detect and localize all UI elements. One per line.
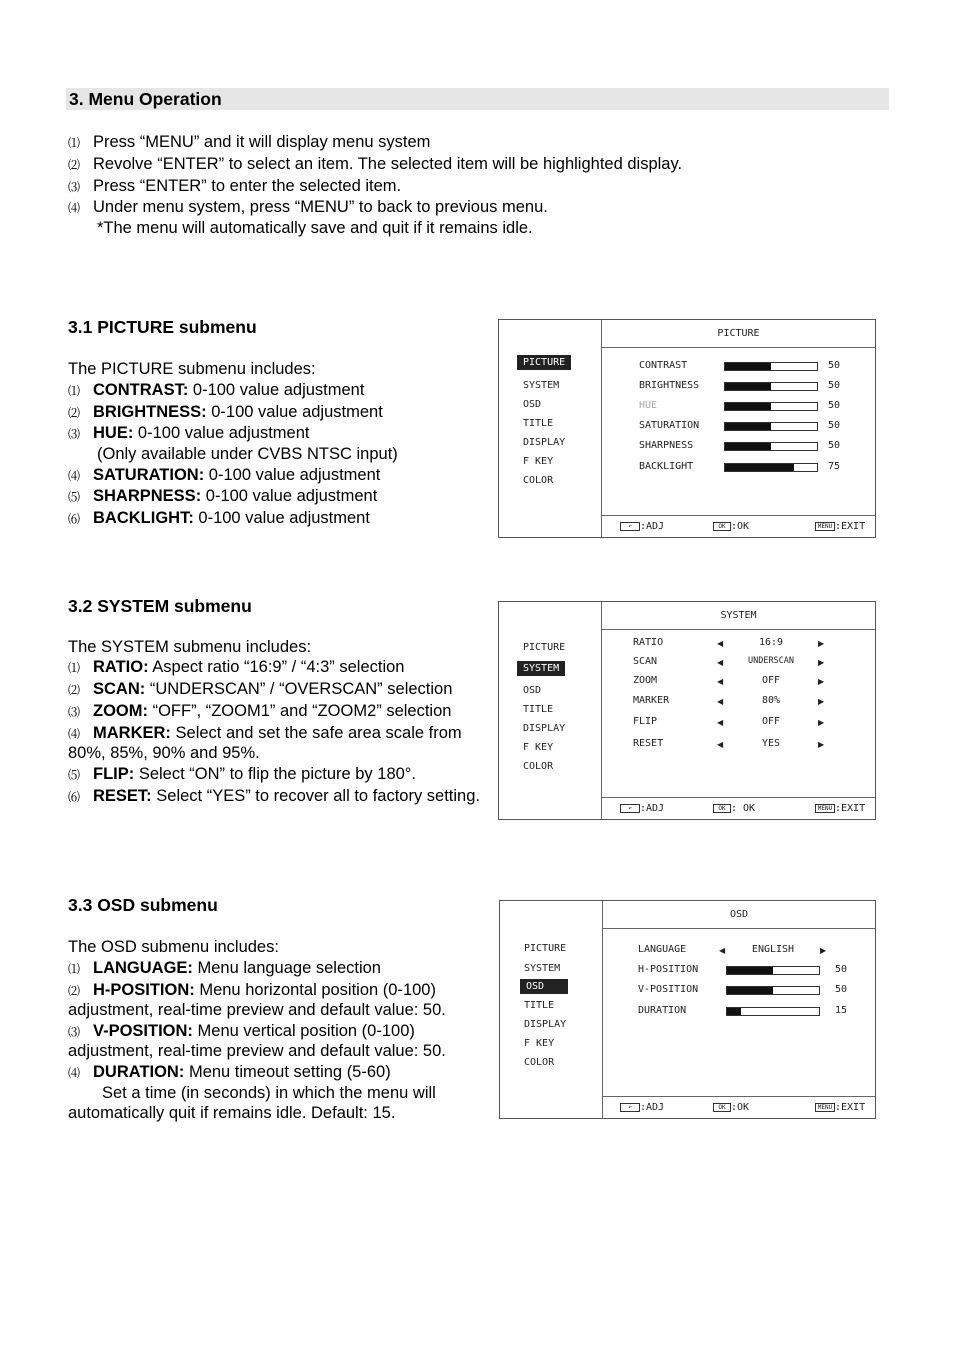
duration-line2: automatically quit if remains idle. Default: 15. (68, 1104, 396, 1122)
ok-key-icon: OK (713, 804, 731, 813)
step-text: Under menu system, press “MENU” to back to previous menu. (93, 198, 548, 216)
footer-adj: ↶ :ADJ (620, 1097, 664, 1118)
intro-note: *The menu will automatically save and quit if it remains idle. (97, 219, 533, 237)
menu-item-picture: PICTURE (517, 355, 571, 370)
menu-key-icon: MENU (815, 804, 835, 813)
item-label: MARKER: (93, 724, 171, 742)
left-arrow-icon: ◀ (717, 639, 724, 648)
intro-step (68, 132, 430, 153)
item-label: BRIGHTNESS: (93, 403, 207, 421)
left-arrow-icon: ◀ (717, 697, 724, 706)
system-item (68, 764, 416, 785)
step-text: Press “MENU” and it will display menu system (93, 133, 431, 151)
left-arrow-icon: ◀ (717, 740, 724, 749)
setting-label: HUE (639, 400, 658, 411)
item-desc: 0-100 value adjustment (204, 466, 381, 484)
level-fill (725, 443, 771, 450)
item-label: DURATION: (93, 1063, 185, 1081)
level-bar (726, 1007, 820, 1016)
screen-footer (602, 797, 875, 819)
menu-item-display: DISPLAY (524, 1019, 567, 1030)
item-desc: Menu vertical position (0-100) (192, 1022, 415, 1040)
h-continuation: adjustment, real-time preview and default value: 50. (68, 1001, 446, 1019)
level-fill (727, 1008, 741, 1015)
setting-value: 75 (828, 461, 841, 472)
menu-key-icon: MENU (815, 522, 835, 531)
picture-item (68, 423, 309, 444)
footer-exit: MENU :EXIT (815, 1097, 865, 1118)
system-item (68, 657, 404, 678)
level-bar (724, 402, 818, 411)
item-label: SATURATION: (93, 466, 205, 484)
item-desc: Select “ON” to flip the picture by 180°. (134, 765, 416, 783)
footer-adj: ↶ :ADJ (620, 798, 664, 819)
picture-item (68, 486, 377, 507)
left-arrow-icon: ◀ (719, 946, 726, 955)
footer-exit: MENU :EXIT (815, 516, 865, 537)
menu-item-osd: OSD (523, 399, 542, 410)
item-number: ⑸ (68, 490, 81, 504)
item-number: ⑵ (68, 984, 81, 998)
screen-footer (602, 515, 875, 537)
picture-section-title: 3.1 PICTURE submenu (68, 317, 257, 337)
menu-item-fkey: F KEY (523, 742, 554, 753)
item-desc: 0-100 value adjustment (188, 381, 365, 399)
item-number: ⑶ (68, 1025, 81, 1039)
osd-item (68, 1021, 415, 1042)
level-bar (726, 986, 820, 995)
level-fill (725, 363, 771, 370)
setting-value: 15 (835, 1005, 848, 1016)
setting-label: DURATION (638, 1005, 687, 1016)
osd-item (68, 980, 436, 1001)
setting-value: 50 (835, 964, 848, 975)
item-label: SHARPNESS: (93, 487, 202, 505)
rotate-knob-icon: ↶ (620, 522, 640, 531)
left-arrow-icon: ◀ (717, 718, 724, 727)
setting-label: V-POSITION (638, 984, 699, 995)
footer-adj: ↶ :ADJ (620, 516, 664, 537)
option-value: OFF (761, 716, 781, 727)
ok-key-icon: OK (713, 1103, 731, 1112)
step-number: ⑴ (68, 136, 81, 150)
section-header-bar (66, 88, 889, 110)
menu-item-title: TITLE (523, 418, 554, 429)
setting-label: BACKLIGHT (639, 461, 694, 472)
rotate-knob-icon: ↶ (620, 1103, 640, 1112)
item-label: RATIO: (93, 658, 149, 676)
item-desc: Menu horizontal position (0-100) (194, 981, 436, 999)
item-desc: 0-100 value adjustment (206, 403, 383, 421)
setting-value: 50 (828, 420, 841, 431)
item-number: ⑶ (68, 427, 81, 441)
level-fill (725, 403, 771, 410)
system-menu-screenshot (498, 601, 876, 820)
rotate-knob-icon: ↶ (620, 804, 640, 813)
right-arrow-icon: ▶ (818, 697, 825, 706)
item-desc: “OFF”, “ZOOM1” and “ZOOM2” selection (148, 702, 452, 720)
menu-item-system: SYSTEM (524, 963, 561, 974)
menu-item-fkey: F KEY (523, 456, 554, 467)
item-label: H-POSITION: (93, 981, 195, 999)
level-fill (727, 967, 773, 974)
system-lead: The SYSTEM submenu includes: (68, 638, 312, 656)
setting-value: 50 (835, 984, 848, 995)
setting-label: BRIGHTNESS (639, 380, 700, 391)
item-desc: Menu language selection (192, 959, 381, 977)
item-desc: Aspect ratio “16:9” / “4:3” selection (148, 658, 405, 676)
item-label: RESET: (93, 787, 152, 805)
step-text: Press “ENTER” to enter the selected item. (93, 177, 402, 195)
osd-section-title: 3.3 OSD submenu (68, 895, 218, 915)
item-number: ⑹ (68, 512, 81, 526)
menu-sidebar (499, 320, 602, 537)
item-desc: Select and set the safe area scale from (170, 724, 462, 742)
item-number: ⑷ (68, 469, 81, 483)
right-arrow-icon: ▶ (818, 639, 825, 648)
osd-menu-screenshot (499, 900, 876, 1119)
menu-item-osd: OSD (520, 979, 568, 994)
right-arrow-icon: ▶ (818, 658, 825, 667)
setting-label: SCAN (633, 656, 658, 667)
osd-item (68, 1062, 391, 1083)
setting-value: 50 (828, 360, 841, 371)
menu-item-title: TITLE (524, 1000, 555, 1011)
system-item (68, 701, 451, 722)
footer-exit: MENU :EXIT (815, 798, 865, 819)
picture-item (68, 380, 364, 401)
system-section-title: 3.2 SYSTEM submenu (68, 596, 252, 616)
level-fill (725, 464, 794, 471)
footer-ok: OK : OK (713, 798, 755, 819)
item-desc: “UNDERSCAN” / “OVERSCAN” selection (145, 680, 453, 698)
option-value: YES (761, 738, 781, 749)
item-desc: 0-100 value adjustment (193, 509, 370, 527)
option-value: ENGLISH (751, 944, 795, 955)
item-label: LANGUAGE: (93, 959, 193, 977)
setting-label: MARKER (633, 695, 670, 706)
step-text: Revolve “ENTER” to select an item. The selected item will be highlighted display. (93, 155, 683, 173)
left-arrow-icon: ◀ (717, 658, 724, 667)
osd-item (68, 958, 381, 979)
menu-item-title: TITLE (523, 704, 554, 715)
item-label: CONTRAST: (93, 381, 189, 399)
footer-ok: OK :OK (713, 1097, 749, 1118)
menu-item-display: DISPLAY (523, 723, 566, 734)
menu-item-fkey: F KEY (524, 1038, 555, 1049)
setting-label: FLIP (633, 716, 658, 727)
right-arrow-icon: ▶ (818, 740, 825, 749)
level-fill (725, 423, 771, 430)
intro-step (68, 154, 682, 175)
level-fill (727, 987, 773, 994)
item-desc: 0-100 value adjustment (133, 424, 310, 442)
item-desc: Menu timeout setting (5-60) (184, 1063, 391, 1081)
screen-title: SYSTEM (602, 602, 875, 630)
level-bar (724, 422, 818, 431)
level-bar (724, 442, 818, 451)
picture-item (68, 465, 380, 486)
step-number: ⑶ (68, 180, 81, 194)
item-number: ⑴ (68, 384, 81, 398)
item-number: ⑷ (68, 727, 81, 741)
v-continuation: adjustment, real-time preview and default value: 50. (68, 1042, 446, 1060)
level-fill (725, 383, 771, 390)
item-label: BACKLIGHT: (93, 509, 194, 527)
section-heading: 3. Menu Operation (69, 89, 222, 109)
item-number: ⑵ (68, 406, 81, 420)
setting-label: SATURATION (639, 420, 700, 431)
level-bar (724, 362, 818, 371)
system-item (68, 786, 480, 807)
level-bar (726, 966, 820, 975)
setting-label: H-POSITION (638, 964, 699, 975)
hue-note: (Only available under CVBS NTSC input) (97, 445, 398, 463)
setting-label: SHARPNESS (639, 440, 694, 451)
item-desc: 0-100 value adjustment (201, 487, 378, 505)
level-bar (724, 382, 818, 391)
intro-step (68, 197, 548, 218)
system-item (68, 679, 452, 700)
picture-menu-screenshot (498, 319, 876, 538)
menu-key-icon: MENU (815, 1103, 835, 1112)
right-arrow-icon: ▶ (820, 946, 827, 955)
screen-title: OSD (603, 901, 875, 929)
duration-line1: Set a time (in seconds) in which the menu will (102, 1084, 436, 1102)
item-label: V-POSITION: (93, 1022, 193, 1040)
menu-item-picture: PICTURE (524, 943, 567, 954)
screen-title: PICTURE (602, 320, 875, 348)
item-number: ⑷ (68, 1066, 81, 1080)
picture-item (68, 508, 370, 529)
menu-item-system: SYSTEM (517, 661, 565, 676)
setting-label: LANGUAGE (638, 944, 687, 955)
menu-item-osd: OSD (523, 685, 542, 696)
item-label: SCAN: (93, 680, 146, 698)
item-number: ⑸ (68, 768, 81, 782)
step-number: ⑵ (68, 158, 81, 172)
right-arrow-icon: ▶ (818, 718, 825, 727)
level-bar (724, 463, 818, 472)
footer-ok: OK :OK (713, 516, 749, 537)
left-arrow-icon: ◀ (717, 677, 724, 686)
option-value: 80% (761, 695, 781, 706)
picture-lead: The PICTURE submenu includes: (68, 360, 316, 378)
setting-value: 50 (828, 440, 841, 451)
item-label: ZOOM: (93, 702, 148, 720)
picture-item (68, 402, 383, 423)
item-label: HUE: (93, 424, 134, 442)
setting-value: 50 (828, 400, 841, 411)
marker-continuation: 80%, 85%, 90% and 95%. (68, 744, 260, 762)
item-number: ⑴ (68, 661, 81, 675)
menu-item-system: SYSTEM (523, 380, 560, 391)
right-arrow-icon: ▶ (818, 677, 825, 686)
menu-item-picture: PICTURE (523, 642, 566, 653)
setting-label: ZOOM (633, 675, 658, 686)
osd-lead: The OSD submenu includes: (68, 938, 279, 956)
screen-footer (603, 1096, 875, 1118)
item-number: ⑹ (68, 790, 81, 804)
item-desc: Select “YES” to recover all to factory setting. (151, 787, 480, 805)
option-value: OFF (761, 675, 781, 686)
item-number: ⑴ (68, 962, 81, 976)
menu-item-color: COLOR (524, 1057, 555, 1068)
item-label: FLIP: (93, 765, 135, 783)
setting-value: 50 (828, 380, 841, 391)
setting-label: RESET (633, 738, 664, 749)
step-number: ⑷ (68, 201, 81, 215)
intro-step (68, 176, 401, 197)
ok-key-icon: OK (713, 522, 731, 531)
menu-item-color: COLOR (523, 475, 554, 486)
system-item (68, 723, 462, 744)
item-number: ⑵ (68, 683, 81, 697)
option-value: 16:9 (758, 637, 784, 648)
menu-item-color: COLOR (523, 761, 554, 772)
menu-sidebar (500, 901, 603, 1118)
setting-label: CONTRAST (639, 360, 688, 371)
option-value: UNDERSCAN (747, 656, 795, 666)
menu-sidebar (499, 602, 602, 819)
menu-item-display: DISPLAY (523, 437, 566, 448)
setting-label: RATIO (633, 637, 664, 648)
item-number: ⑶ (68, 705, 81, 719)
